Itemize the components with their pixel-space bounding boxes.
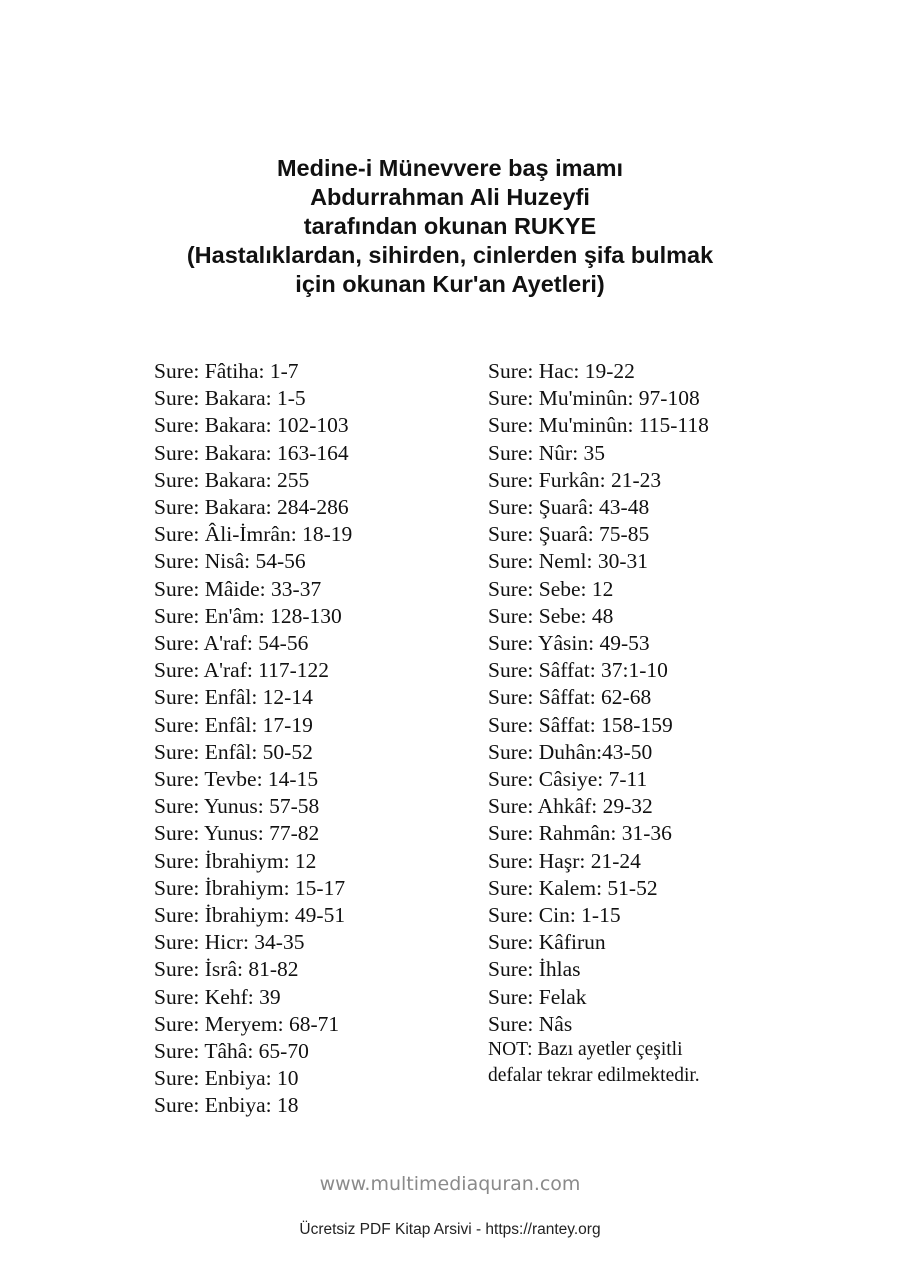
archive-footer: Ücretsiz PDF Kitap Arsivi - https://rantey.org bbox=[299, 1221, 601, 1238]
surah-entry: Sure: Yunus: 57-58 bbox=[154, 794, 320, 819]
surah-entry: Sure: Felak bbox=[488, 984, 587, 1009]
surah-entry: Sure: İbrahiym: 49-51 bbox=[154, 903, 346, 928]
surah-entry: Sure: En'âm: 128-130 bbox=[154, 603, 342, 628]
surah-entry: Sure: Ahkâf: 29-32 bbox=[488, 794, 653, 819]
surah-entry: Sure: Cin: 1-15 bbox=[488, 903, 621, 928]
title-line: (Hastalıklardan, sihirden, cinlerden şifa bulmak bbox=[186, 242, 714, 268]
surah-entry: Sure: Duhân:43-50 bbox=[488, 739, 653, 764]
surah-entry: Sure: Bakara: 163-164 bbox=[154, 440, 349, 465]
surah-entry: Sure: Nisâ: 54-56 bbox=[154, 549, 306, 574]
surah-list-right bbox=[488, 358, 709, 1038]
surah-entry: Sure: Furkân: 21-23 bbox=[488, 467, 662, 492]
surah-entry: Sure: Enbiya: 10 bbox=[154, 1066, 299, 1091]
surah-entry: Sure: Şuarâ: 43-48 bbox=[488, 495, 650, 520]
title-line: için okunan Kur'an Ayetleri) bbox=[295, 271, 605, 297]
note-line: NOT: Bazı ayetler çeşitli bbox=[488, 1039, 683, 1060]
note bbox=[488, 1037, 700, 1089]
surah-entry: Sure: Âli-İmrân: 18-19 bbox=[154, 522, 353, 547]
surah-entry: Sure: Mu'minûn: 115-118 bbox=[488, 413, 709, 438]
document-title bbox=[0, 154, 900, 299]
surah-entry: Sure: Mu'minûn: 97-108 bbox=[488, 386, 700, 411]
surah-entry: Sure: Şuarâ: 75-85 bbox=[488, 522, 650, 547]
surah-entry: Sure: A'raf: 117-122 bbox=[154, 658, 330, 683]
surah-entry: Sure: Yunus: 77-82 bbox=[154, 821, 320, 846]
surah-entry: Sure: Neml: 30-31 bbox=[488, 549, 649, 574]
surah-entry: Sure: Kalem: 51-52 bbox=[488, 875, 658, 900]
surah-entry: Sure: Sâffat: 62-68 bbox=[488, 685, 652, 710]
surah-entry: Sure: Sebe: 12 bbox=[488, 576, 614, 601]
title-line: Abdurrahman Ali Huzeyfi bbox=[310, 184, 590, 210]
title-line: tarafından okunan RUKYE bbox=[303, 213, 597, 239]
surah-entry: Sure: Tâhâ: 65-70 bbox=[154, 1039, 309, 1064]
surah-entry: Sure: Sâffat: 158-159 bbox=[488, 712, 673, 737]
title-line: Medine-i Münevvere baş imamı bbox=[276, 155, 624, 181]
note-line: defalar tekrar edilmektedir. bbox=[488, 1065, 700, 1086]
surah-entry: Sure: Câsiye: 7-11 bbox=[488, 767, 648, 792]
surah-entry: Sure: Meryem: 68-71 bbox=[154, 1011, 340, 1036]
surah-entry: Sure: İbrahiym: 15-17 bbox=[154, 875, 346, 900]
surah-entry: Sure: İbrahiym: 12 bbox=[154, 848, 317, 873]
surah-entry: Sure: Hac: 19-22 bbox=[488, 359, 635, 383]
surah-entry: Sure: Bakara: 284-286 bbox=[154, 495, 349, 520]
surah-entry: Sure: Yâsin: 49-53 bbox=[488, 631, 650, 656]
surah-entry: Sure: Bakara: 1-5 bbox=[154, 386, 306, 411]
surah-entry: Sure: Enfâl: 50-52 bbox=[154, 739, 313, 764]
surah-entry: Sure: Bakara: 255 bbox=[154, 467, 310, 492]
surah-entry: Sure: Enbiya: 18 bbox=[154, 1093, 299, 1118]
surah-entry: Sure: Nâs bbox=[488, 1011, 573, 1036]
surah-entry: Sure: Kâfirun bbox=[488, 930, 606, 955]
surah-entry: Sure: Kehf: 39 bbox=[154, 984, 281, 1009]
surah-entry: Sure: Mâide: 33-37 bbox=[154, 576, 322, 601]
surah-entry: Sure: İsrâ: 81-82 bbox=[154, 957, 299, 982]
surah-entry: Sure: Haşr: 21-24 bbox=[488, 848, 641, 873]
surah-entry: Sure: Enfâl: 17-19 bbox=[154, 712, 313, 737]
surah-entry: Sure: İhlas bbox=[488, 957, 581, 982]
surah-entry: Sure: Nûr: 35 bbox=[488, 440, 606, 465]
surah-list-left bbox=[154, 358, 352, 1120]
surah-entry: Sure: Rahmân: 31-36 bbox=[488, 821, 672, 846]
surah-entry: Sure: Enfâl: 12-14 bbox=[154, 685, 313, 710]
surah-entry: Sure: Sebe: 48 bbox=[488, 603, 614, 628]
website-link[interactable]: www.multimediaquran.com bbox=[319, 1173, 581, 1195]
surah-entry: Sure: Tevbe: 14-15 bbox=[154, 767, 319, 792]
surah-entry: Sure: Fâtiha: 1-7 bbox=[154, 359, 299, 383]
surah-entry: Sure: Hicr: 34-35 bbox=[154, 930, 305, 955]
surah-entry: Sure: A'raf: 54-56 bbox=[154, 631, 309, 656]
surah-entry: Sure: Bakara: 102-103 bbox=[154, 413, 349, 438]
surah-entry: Sure: Sâffat: 37:1-10 bbox=[488, 658, 668, 683]
